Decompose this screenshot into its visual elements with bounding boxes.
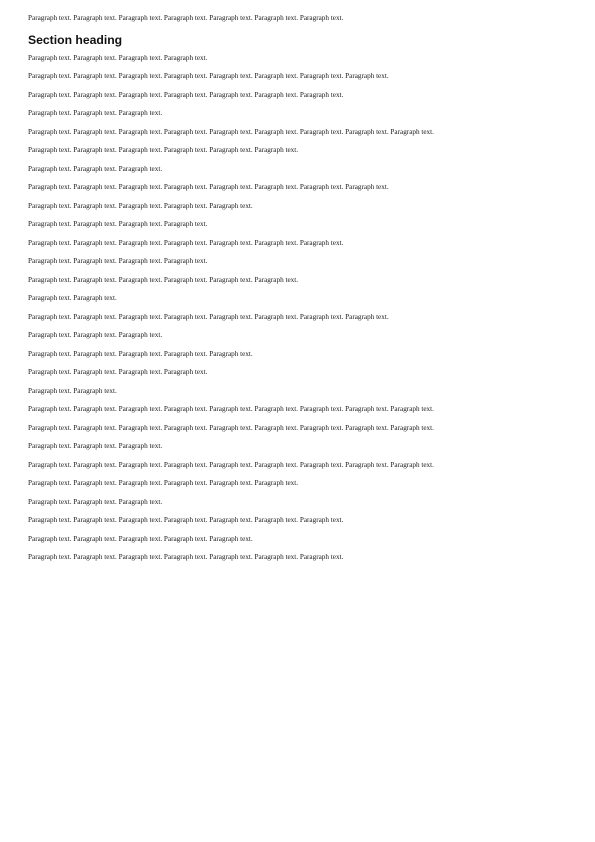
paragraph: Paragraph text. Paragraph text. Paragraph text. Paragraph text. Paragraph text. Paragraph text. Paragraph text. Paragraph text. (28, 183, 389, 191)
paragraph: Paragraph text. Paragraph text. Paragraph text. Paragraph text. Paragraph text. (28, 534, 253, 543)
paragraph: Paragraph text. Paragraph text. (28, 294, 117, 302)
paragraph: Paragraph text. Paragraph text. Paragraph text. Paragraph text. Paragraph text. Paragraph text. Paragraph text. (28, 516, 344, 524)
section-heading: Section heading (28, 32, 123, 47)
paragraph: Paragraph text. Paragraph text. Paragraph text. Paragraph text. Paragraph text. Paragraph text. Paragraph text. Paragraph text. (28, 312, 389, 321)
paragraph: Paragraph text. Paragraph text. Paragraph text. Paragraph text. Paragraph text. Paragraph text. (28, 479, 299, 487)
paragraph: Paragraph text. Paragraph text. Paragraph text. Paragraph text. Paragraph text. (28, 349, 253, 358)
paragraph: Paragraph text. Paragraph text. Paragraph text. Paragraph text. Paragraph text. (28, 201, 253, 210)
paragraph: Paragraph text. Paragraph text. Paragraph text. Paragraph text. Paragraph text. Paragraph text. Paragraph text. Paragraph text. Paragraph text. (28, 127, 434, 136)
paragraph: Paragraph text. Paragraph text. Paragraph text. Paragraph text. Paragraph text. Paragraph text. Paragraph text. Paragraph text. Paragraph text. (28, 460, 434, 469)
paragraph: Paragraph text. Paragraph text. Paragraph text. Paragraph text. (28, 257, 208, 265)
paragraph: Paragraph text. Paragraph text. Paragraph text. (28, 442, 163, 450)
paragraph: Paragraph text. Paragraph text. Paragraph text. (28, 331, 163, 339)
paragraph: Paragraph text. Paragraph text. Paragraph text. Paragraph text. Paragraph text. Paragraph text. Paragraph text. (28, 90, 344, 99)
paragraph: Paragraph text. Paragraph text. Paragraph text. Paragraph text. (28, 368, 208, 376)
paragraph: Paragraph text. Paragraph text. Paragraph text. (28, 497, 163, 506)
paragraph: Paragraph text. Paragraph text. (28, 386, 117, 395)
paragraph: Paragraph text. Paragraph text. Paragraph text. Paragraph text. (28, 53, 208, 62)
paragraph: Paragraph text. Paragraph text. Paragraph text. Paragraph text. Paragraph text. Paragraph text. Paragraph text. (28, 553, 344, 561)
paragraph: Paragraph text. Paragraph text. Paragraph text. Paragraph text. Paragraph text. Paragraph text. (28, 146, 299, 154)
paragraph: Paragraph text. Paragraph text. Paragraph text. Paragraph text. Paragraph text. Paragraph text. (28, 275, 299, 284)
paragraph: Paragraph text. Paragraph text. Paragraph text. Paragraph text. Paragraph text. Paragraph text. Paragraph text. Paragraph text. Paragraph text. (28, 423, 434, 432)
paragraph: Paragraph text. Paragraph text. Paragraph text. Paragraph text. Paragraph text. Paragraph text. Paragraph text. Paragraph text. (28, 72, 389, 80)
paragraph: Paragraph text. Paragraph text. Paragraph text. (28, 109, 163, 117)
paragraph: Paragraph text. Paragraph text. Paragraph text. Paragraph text. (28, 220, 208, 228)
paragraph: Paragraph text. Paragraph text. Paragraph text. Paragraph text. Paragraph text. Paragraph text. Paragraph text. Paragraph text. Paragraph text. (28, 405, 434, 413)
paragraph: Paragraph text. Paragraph text. Paragraph text. Paragraph text. Paragraph text. Paragraph text. Paragraph text. (28, 238, 344, 247)
paragraph: Paragraph text. Paragraph text. Paragraph text. (28, 164, 163, 173)
paragraph: Paragraph text. Paragraph text. Paragraph text. Paragraph text. Paragraph text. Paragraph text. Paragraph text. (28, 14, 344, 22)
document-page (28, 14, 568, 572)
